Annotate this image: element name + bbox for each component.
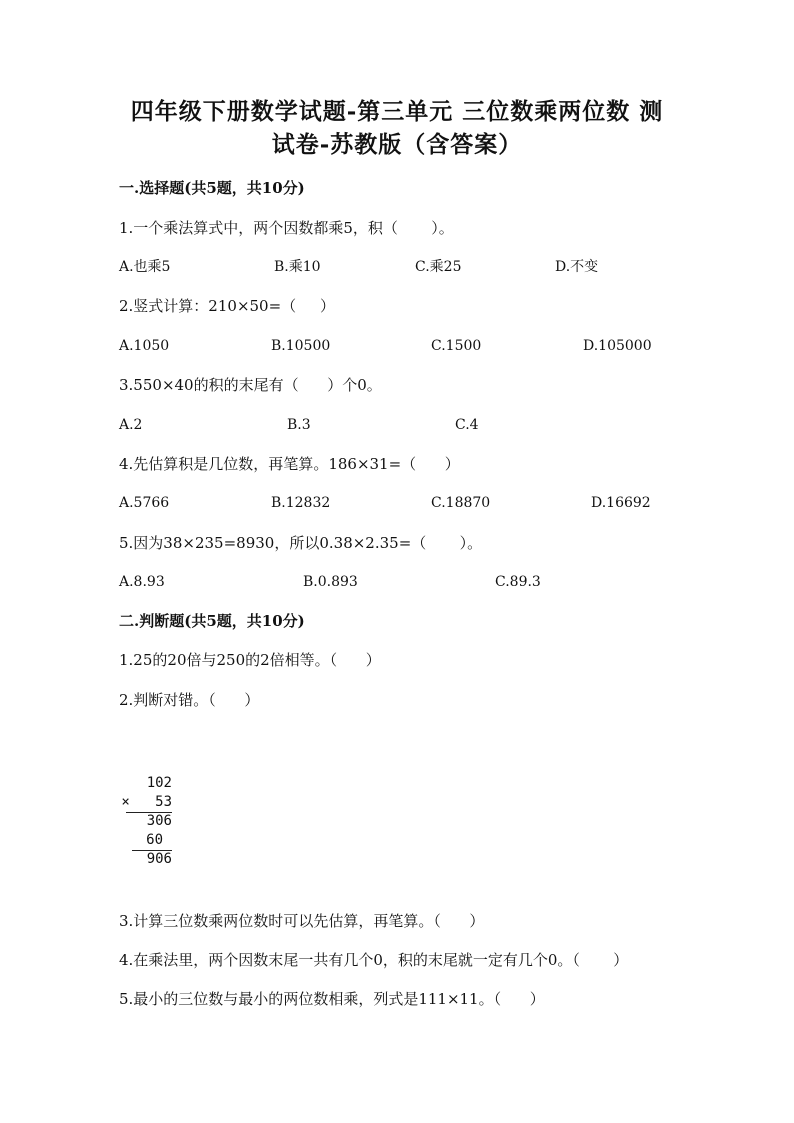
- choice-q5-option-b: B.0.893: [303, 574, 358, 590]
- choice-q4-option-d: D.16692: [591, 495, 651, 511]
- page-title-line2: 试卷-苏教版（含答案）: [271, 131, 523, 158]
- choice-question-1: 1.一个乘法算式中，两个因数都乘5，积（ ）。: [119, 219, 454, 237]
- calc-partial-product-2: 60: [146, 832, 163, 848]
- choice-q4-option-b: B.12832: [271, 495, 331, 511]
- choice-q3-option-b: B.3: [287, 417, 311, 433]
- section-heading-choice: 一.选择题(共5题，共10分): [119, 179, 305, 197]
- choice-q2-option-d: D.105000: [583, 338, 652, 354]
- section-heading-judge: 二.判断题(共5题，共10分): [119, 612, 305, 630]
- choice-question-2: 2.竖式计算：210×50=（ ）: [119, 297, 336, 315]
- judge-question-3: 3.计算三位数乘两位数时可以先估算，再笔算。（ ）: [119, 912, 485, 930]
- choice-q1-option-b: B.乘10: [274, 259, 321, 275]
- judge-question-4: 4.在乘法里，两个因数末尾一共有几个0，积的末尾就一定有几个0。（ ）: [119, 951, 629, 969]
- choice-q1-option-a: A.也乘5: [119, 259, 171, 275]
- page-title-line1: 四年级下册数学试题-第三单元 三位数乘两位数 测: [130, 98, 664, 125]
- choice-q4-option-a: A.5766: [119, 495, 170, 511]
- choice-q5-option-a: A.8.93: [119, 574, 165, 590]
- choice-q4-option-c: C.18870: [431, 495, 491, 511]
- calc-multiplier: × 53: [121, 794, 172, 810]
- choice-question-5: 5.因为38×235=8930，所以0.38×2.35=（ ）。: [119, 534, 483, 552]
- judge-question-5: 5.最小的三位数与最小的两位数相乘，列式是111×11。（ ）: [119, 990, 545, 1008]
- calc-partial-product-1: 306: [146, 813, 172, 829]
- calc-multiplicand: 102: [146, 775, 172, 791]
- choice-q5-option-c: C.89.3: [495, 574, 541, 590]
- choice-q1-option-d: D.不变: [555, 259, 599, 275]
- choice-q2-option-c: C.1500: [431, 338, 482, 354]
- choice-q3-option-c: C.4: [455, 417, 479, 433]
- choice-question-3: 3.550×40的积的末尾有（ ）个0。: [119, 376, 382, 394]
- calc-result: 906: [146, 851, 172, 867]
- choice-q1-option-c: C.乘25: [415, 259, 462, 275]
- choice-q2-option-a: A.1050: [119, 338, 170, 354]
- choice-q2-option-b: B.10500: [271, 338, 331, 354]
- choice-q3-option-a: A.2: [119, 417, 143, 433]
- judge-question-1: 1.25的20倍与250的2倍相等。（ ）: [119, 651, 381, 669]
- choice-question-4: 4.先估算积是几位数，再笔算。186×31=（ ）: [119, 455, 460, 473]
- judge-question-2: 2.判断对错。（ ）: [119, 691, 260, 709]
